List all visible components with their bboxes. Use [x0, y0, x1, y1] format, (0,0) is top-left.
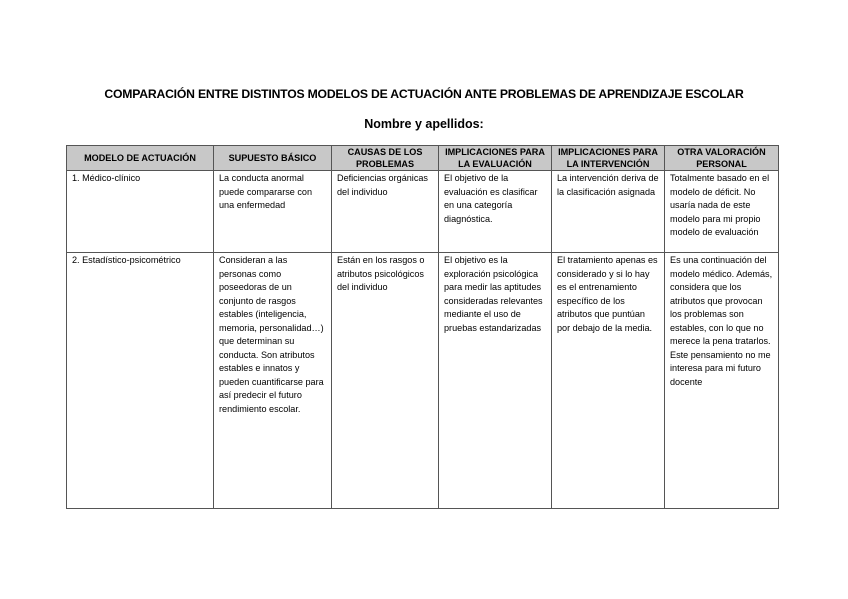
comparison-table: [66, 145, 779, 509]
table-row: [67, 253, 779, 509]
name-field-label: Nombre y apellidos:: [364, 117, 484, 131]
table-cell: El tratamiento apenas es considerado y si lo hay es el entrenamiento específico de los atributos que puntúan por debajo de la media.: [552, 253, 665, 509]
header-supuesto: SUPUESTO BÁSICO: [214, 146, 332, 171]
table-cell: 1. Médico-clínico: [67, 171, 214, 253]
document-title: COMPARACIÓN ENTRE DISTINTOS MODELOS DE ACTUACIÓN ANTE PROBLEMAS DE APRENDIZAJE ESCOLAR: [104, 87, 744, 101]
table-row: [67, 171, 779, 253]
table-cell: Es una continuación del modelo médico. Además, considera que los atributos que provocan los problemas son estables, con lo que no merece la pena tratarlos. Este pensamiento no me interesa para mi futuro docente: [665, 253, 779, 509]
table-cell: Totalmente basado en el modelo de déficit. No usaría nada de este modelo para mi propio modelo de evaluación: [665, 171, 779, 253]
table-cell: Están en los rasgos o atributos psicológicos del individuo: [332, 253, 439, 509]
header-evaluacion: IMPLICACIONES PARA LA EVALUACIÓN: [439, 146, 552, 171]
table-cell: El objetivo de la evaluación es clasificar en una categoría diagnóstica.: [439, 171, 552, 253]
table-cell: 2. Estadístico-psicométrico: [67, 253, 214, 509]
table-header-row: [67, 146, 779, 171]
table-cell: La conducta anormal puede compararse con una enfermedad: [214, 171, 332, 253]
table-cell: El objetivo es la exploración psicológica para medir las aptitudes consideradas relevantes mediante el uso de pruebas estandarizadas: [439, 253, 552, 509]
header-modelo: MODELO DE ACTUACIÓN: [67, 146, 214, 171]
table-cell: La intervención deriva de la clasificación asignada: [552, 171, 665, 253]
table-cell: Consideran a las personas como poseedoras de un conjunto de rasgos estables (inteligencia, memoria, personalidad…) que determinan su conducta. Son atributos estables e innatos y pueden cuantificarse para así predecir el futuro rendimiento escolar.: [214, 253, 332, 509]
header-valoracion: OTRA VALORACIÓN PERSONAL: [665, 146, 779, 171]
table-cell: Deficiencias orgánicas del individuo: [332, 171, 439, 253]
header-intervencion: IMPLICACIONES PARA LA INTERVENCIÓN: [552, 146, 665, 171]
header-causas: CAUSAS DE LOS PROBLEMAS: [332, 146, 439, 171]
